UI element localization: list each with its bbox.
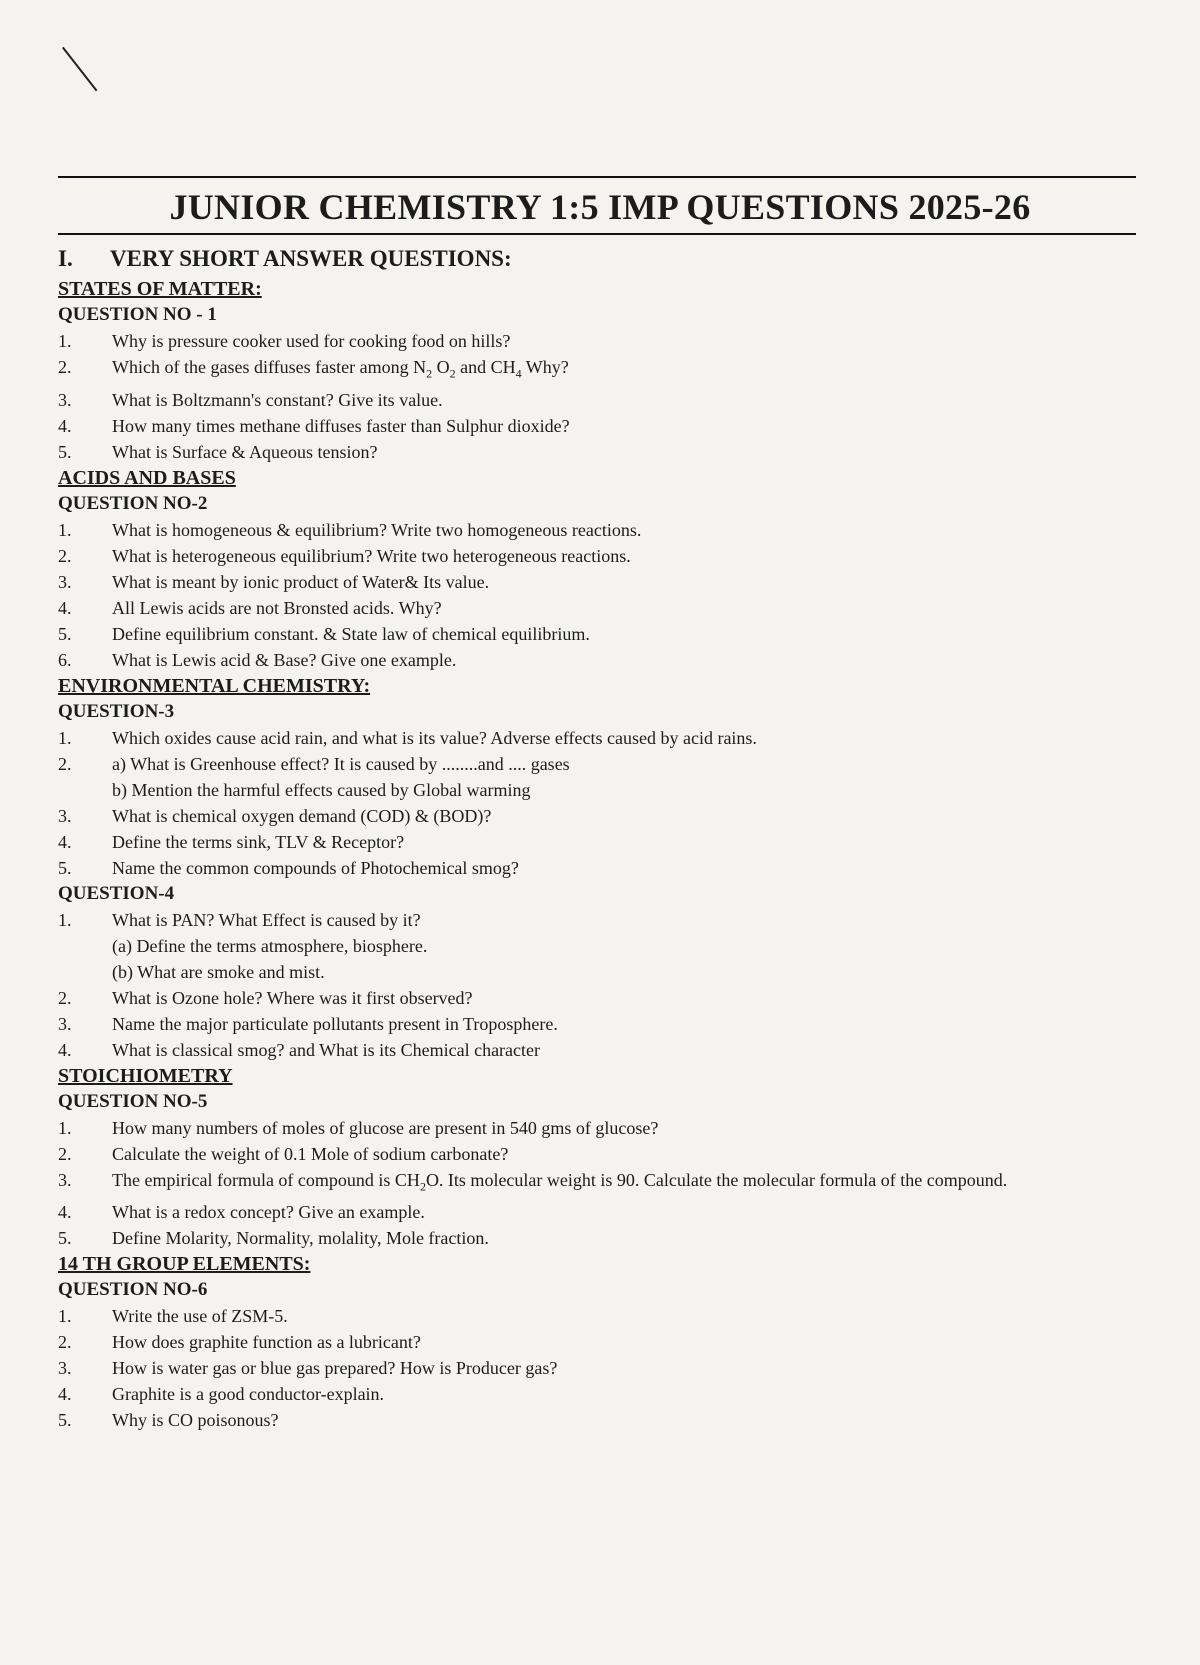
question-number: QUESTION NO-6: [58, 1279, 208, 1301]
item-number: 3.: [58, 571, 72, 592]
page-title: JUNIOR CHEMISTRY 1:5 IMP QUESTIONS 2025-26: [169, 187, 1031, 227]
question-number: QUESTION NO - 1: [58, 304, 217, 325]
part-heading: [58, 242, 1138, 276]
list-item: [58, 413, 1138, 439]
item-text: Name the major particulate pollutants present in Troposphere.: [112, 1013, 558, 1034]
item-text: What is homogeneous & equilibrium? Write two homogeneous reactions.: [112, 519, 642, 540]
item-text: Which of the gases diffuses faster among $N_2$ $O_2$ and $CH_4$ Why?: [112, 357, 569, 381]
part-heading-text: VERY SHORT ANSWER QUESTIONS:: [110, 246, 512, 271]
item-number: 3.: [58, 1358, 72, 1379]
item-number: 5.: [58, 1410, 72, 1431]
item-text: What is PAN? What Effect is caused by it?: [112, 909, 421, 930]
pen-mark: [62, 47, 97, 92]
item-number: 3.: [58, 805, 72, 826]
item-number: 2.: [58, 357, 72, 377]
question-number: QUESTION-3: [58, 700, 175, 722]
list-item: [58, 1037, 1138, 1063]
item-text: Define Molarity, Normality, molality, Mole fraction.: [112, 1228, 489, 1249]
list-item: [58, 543, 1138, 569]
part-numeral: I.: [58, 246, 73, 271]
item-number: 2.: [58, 987, 72, 1008]
list-item: [58, 985, 1138, 1011]
item-text: How many numbers of moles of glucose are present in 540 gms of glucose?: [112, 1117, 659, 1138]
item-number: 4.: [58, 597, 72, 618]
item-number: 5.: [58, 857, 72, 878]
list-item: [58, 1011, 1138, 1037]
list-item: [58, 354, 1138, 387]
item-number: 1.: [58, 909, 72, 930]
item-text: How many times methane diffuses faster than Sulphur dioxide?: [112, 415, 570, 436]
topic-heading: ENVIRONMENTAL CHEMISTRY:: [58, 674, 371, 697]
item-text: Graphite is a good conductor-explain.: [112, 1384, 385, 1405]
item-text: How is water gas or blue gas prepared? How is Producer gas?: [112, 1358, 558, 1379]
title-top-rule: [58, 176, 1136, 178]
topic-heading: STOICHIOMETRY: [58, 1064, 233, 1087]
question-number: QUESTION-4: [58, 882, 175, 904]
question-content: [58, 242, 1138, 1433]
list-item: [58, 751, 1138, 777]
item-text: What is Lewis acid & Base? Give one example.: [112, 649, 457, 670]
subscript: 4: [515, 366, 522, 381]
item-text: Calculate the weight of 0.1 Mole of sodium carbonate?: [112, 1143, 509, 1164]
item-text: a) What is Greenhouse effect? It is caused by ........and .... gases: [112, 753, 570, 774]
item-text: Write the use of ZSM-5.: [112, 1306, 288, 1327]
item-text: What is Boltzmann's constant? Give its value.: [112, 389, 443, 410]
item-number: 3.: [58, 1169, 72, 1190]
item-text: What is a redox concept? Give an example.: [112, 1202, 425, 1223]
item-text: What is Surface & Aqueous tension?: [112, 441, 378, 462]
item-number: 4.: [58, 831, 72, 852]
item-number: 2.: [58, 545, 72, 566]
item-number: 1.: [58, 331, 72, 351]
item-text: What is Ozone hole? Where was it first observed?: [112, 987, 473, 1008]
list-item: [58, 1407, 1138, 1433]
list-item: [58, 1167, 1138, 1200]
list-item: [58, 855, 1138, 881]
list-item: [58, 1355, 1138, 1381]
item-number: 5.: [58, 623, 72, 644]
list-item: [58, 439, 1138, 465]
list-item: [58, 1329, 1138, 1355]
item-text: Define equilibrium constant. & State law of chemical equilibrium.: [112, 623, 590, 644]
item-number: 1.: [58, 519, 72, 540]
item-text: Why is CO poisonous?: [112, 1410, 279, 1431]
item-number: 5.: [58, 1228, 72, 1249]
section-6: [58, 1251, 1138, 1433]
item-text: What is heterogeneous equilibrium? Write two heterogeneous reactions.: [112, 545, 631, 566]
item-text: All Lewis acids are not Bronsted acids. Why?: [112, 597, 442, 618]
item-number: 1.: [58, 727, 72, 748]
list-item: [58, 328, 1138, 354]
list-item: [58, 1303, 1138, 1329]
item-text: Define the terms sink, TLV & Receptor?: [112, 831, 405, 852]
list-item: [58, 829, 1138, 855]
item-number: 2.: [58, 1143, 72, 1164]
item-text: What is classical smog? and What is its Chemical character: [112, 1039, 541, 1060]
list-item: [58, 1199, 1138, 1225]
item-text: What is meant by ionic product of Water& Its value.: [112, 571, 490, 592]
subscript: 2: [419, 1179, 426, 1194]
list-item: [58, 517, 1138, 543]
list-item: [58, 907, 1138, 933]
item-text: Name the common compounds of Photochemical smog?: [112, 857, 519, 878]
list-item: [58, 569, 1138, 595]
section-1: [58, 276, 1138, 465]
list-item: [58, 1381, 1138, 1407]
item-number: 2.: [58, 753, 72, 774]
item-number: 4.: [58, 1202, 72, 1223]
list-item: [58, 387, 1138, 413]
list-item: [58, 647, 1138, 673]
item-text: What is chemical oxygen demand (COD) & (BOD)?: [112, 805, 492, 826]
sections-container: [58, 276, 1138, 1433]
item-number: 4.: [58, 1384, 72, 1405]
item-number: 3.: [58, 1013, 72, 1034]
topic-heading: 14 TH GROUP ELEMENTS:: [58, 1253, 311, 1276]
sub-item: b) Mention the harmful effects caused by Global warming: [112, 779, 531, 800]
item-number: 4.: [58, 1039, 72, 1060]
list-item: [58, 621, 1138, 647]
item-number: 4.: [58, 415, 72, 436]
list-item: [58, 1141, 1138, 1167]
section-4: [58, 881, 1138, 1063]
section-5: [58, 1063, 1138, 1252]
section-2: [58, 465, 1138, 673]
item-number: 6.: [58, 649, 72, 670]
list-item: [58, 1115, 1138, 1141]
title-bottom-rule: [58, 233, 1136, 235]
list-item: [58, 803, 1138, 829]
question-number: QUESTION NO-2: [58, 492, 208, 514]
item-number: 2.: [58, 1332, 72, 1353]
item-number: 1.: [58, 1306, 72, 1327]
sub-item: (b) What are smoke and mist.: [112, 961, 325, 982]
item-text: How does graphite function as a lubricant?: [112, 1332, 421, 1353]
item-text: The empirical formula of compound is $CH_2O$. Its molecular weight is 90. Calculate the molecular formula of the compound.: [112, 1169, 1008, 1194]
item-text: Which oxides cause acid rain, and what is its value? Adverse effects caused by acid rains.: [112, 727, 757, 748]
section-3: [58, 673, 1138, 881]
item-text: Why is pressure cooker used for cooking food on hills?: [112, 331, 511, 351]
subscript: 2: [449, 366, 456, 381]
topic-heading: ACIDS AND BASES: [58, 466, 236, 489]
sub-item: (a) Define the terms atmosphere, biosphere.: [112, 935, 428, 956]
list-item: [58, 725, 1138, 751]
topic-heading: STATES OF MATTER:: [58, 278, 262, 300]
item-number: 5.: [58, 441, 72, 462]
question-number: QUESTION NO-5: [58, 1090, 208, 1112]
list-item: [58, 595, 1138, 621]
list-item: [58, 1225, 1138, 1251]
item-number: 3.: [58, 389, 72, 410]
subscript: 2: [426, 366, 433, 381]
item-number: 1.: [58, 1117, 72, 1138]
